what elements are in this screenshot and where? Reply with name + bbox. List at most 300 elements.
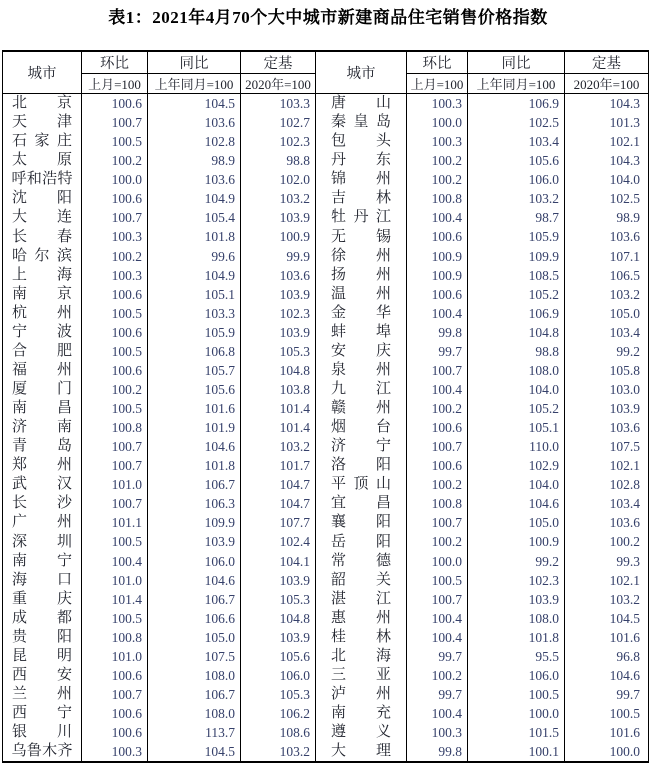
yoy-value-cell: 104.8 [468, 323, 565, 342]
base-value-cell: 104.8 [241, 609, 316, 628]
yoy-value-cell: 105.9 [468, 227, 565, 246]
city-name: 常 德 [331, 552, 391, 569]
city-cell [316, 628, 407, 647]
city-cell [316, 227, 407, 246]
city-name: 哈 尔 滨 [12, 247, 72, 264]
base-value-cell: 106.2 [241, 704, 316, 723]
city-name: 大 连 [12, 209, 72, 226]
mom-value-cell: 100.6 [82, 361, 148, 380]
mom-value-cell: 100.3 [82, 266, 148, 285]
table-row [3, 647, 649, 666]
city-name: 平 顶 山 [331, 476, 391, 493]
mom-value-cell: 100.6 [407, 285, 468, 304]
city-name: 银 川 [12, 724, 72, 741]
city-name: 厦 门 [12, 381, 72, 397]
city-name: 徐 州 [331, 247, 391, 264]
mom-value-cell: 100.6 [82, 323, 148, 342]
base-value-cell: 102.4 [241, 532, 316, 551]
city-name: 无 锡 [331, 228, 391, 245]
city-name: 宜 昌 [331, 495, 391, 512]
table-row [3, 113, 649, 132]
city-cell [3, 285, 82, 304]
city-cell [3, 208, 82, 227]
base-value-cell: 104.5 [565, 609, 649, 628]
mom-value-cell: 100.2 [407, 532, 468, 551]
yoy-value-cell: 101.6 [148, 399, 241, 418]
mom-value-cell: 100.6 [82, 666, 148, 685]
mom-value-cell: 100.5 [82, 342, 148, 361]
yoy-value-cell: 104.0 [468, 380, 565, 399]
table-row [3, 189, 649, 208]
yoy-value-cell: 102.8 [148, 132, 241, 151]
base-value-cell: 101.4 [241, 399, 316, 418]
yoy-value-cell: 108.0 [148, 666, 241, 685]
base-value-cell: 101.4 [241, 418, 316, 437]
city-cell [3, 323, 82, 342]
mom-value-cell: 100.3 [82, 227, 148, 246]
base-value-cell: 103.6 [241, 266, 316, 285]
base-value-cell: 103.9 [241, 323, 316, 342]
mom-value-cell: 100.7 [407, 437, 468, 456]
city-cell [3, 552, 82, 571]
mom-value-cell: 99.7 [407, 647, 468, 666]
base-value-cell: 101.7 [241, 456, 316, 475]
city-name: 杭 州 [12, 304, 72, 321]
table-row [3, 475, 649, 494]
city-cell [316, 418, 407, 437]
city-name: 包 头 [331, 133, 391, 150]
city-name: 襄 阳 [331, 514, 391, 531]
city-name: 西 安 [12, 666, 72, 683]
city-cell [3, 227, 82, 246]
yoy-value-cell: 99.6 [148, 247, 241, 266]
table-row [3, 456, 649, 475]
yoy-value-cell: 106.0 [468, 666, 565, 685]
yoy-value-cell: 98.8 [468, 342, 565, 361]
header-city-right: 城市 [316, 51, 407, 94]
city-name: 大 理 [331, 743, 391, 760]
city-cell [3, 666, 82, 685]
city-cell [316, 647, 407, 666]
city-cell [316, 532, 407, 551]
base-value-cell: 99.7 [565, 685, 649, 704]
table-row [3, 532, 649, 551]
mom-value-cell: 101.0 [82, 571, 148, 590]
base-value-cell: 103.9 [241, 628, 316, 647]
mom-value-cell: 100.6 [82, 94, 148, 114]
mom-value-cell: 100.7 [82, 494, 148, 513]
table-body [3, 94, 649, 763]
city-name: 泸 州 [331, 686, 391, 702]
yoy-value-cell: 106.3 [148, 494, 241, 513]
city-name: 合 肥 [12, 342, 72, 359]
yoy-value-cell: 105.6 [468, 151, 565, 170]
city-cell [3, 532, 82, 551]
table-row [3, 132, 649, 151]
city-cell [316, 590, 407, 609]
yoy-value-cell: 109.9 [468, 247, 565, 266]
yoy-value-cell: 100.9 [468, 532, 565, 551]
yoy-value-cell: 102.3 [468, 571, 565, 590]
city-name: 牡 丹 江 [331, 209, 391, 226]
city-cell [316, 170, 407, 189]
city-name: 昆 明 [12, 647, 72, 664]
yoy-value-cell: 103.3 [148, 304, 241, 323]
city-name: 北 京 [12, 95, 72, 112]
city-cell [316, 132, 407, 151]
base-value-cell: 103.6 [565, 227, 649, 246]
city-name: 安 庆 [331, 342, 391, 359]
city-cell [316, 151, 407, 170]
city-name: 烟 台 [331, 419, 391, 436]
base-value-cell: 104.3 [565, 94, 649, 114]
table-row [3, 380, 649, 399]
city-name: 济 南 [12, 419, 72, 436]
base-value-cell: 103.2 [565, 590, 649, 609]
base-value-cell: 107.7 [241, 513, 316, 532]
city-cell [3, 304, 82, 323]
table-row [3, 361, 649, 380]
yoy-value-cell: 105.4 [148, 208, 241, 227]
city-cell [316, 266, 407, 285]
city-cell [3, 723, 82, 742]
yoy-value-cell: 101.8 [148, 227, 241, 246]
mom-value-cell: 100.2 [407, 151, 468, 170]
yoy-value-cell: 104.6 [468, 494, 565, 513]
city-cell [3, 399, 82, 418]
base-value-cell: 103.2 [241, 742, 316, 762]
yoy-value-cell: 100.0 [468, 704, 565, 723]
table-row [3, 552, 649, 571]
yoy-value-cell: 105.1 [148, 285, 241, 304]
yoy-value-cell: 104.5 [148, 742, 241, 762]
city-name: 兰 州 [12, 686, 72, 702]
city-cell [316, 94, 407, 114]
base-value-cell: 102.1 [565, 456, 649, 475]
base-value-cell: 102.3 [241, 304, 316, 323]
yoy-value-cell: 106.0 [148, 552, 241, 571]
price-index-table [2, 50, 649, 763]
subheader-base-right: 2020年=100 [565, 74, 649, 94]
city-cell [316, 456, 407, 475]
base-value-cell: 107.1 [565, 247, 649, 266]
mom-value-cell: 100.5 [82, 304, 148, 323]
city-cell [316, 475, 407, 494]
base-value-cell: 106.0 [241, 666, 316, 685]
base-value-cell: 102.1 [565, 132, 649, 151]
base-value-cell: 100.0 [565, 742, 649, 762]
city-cell [3, 590, 82, 609]
city-cell [3, 170, 82, 189]
city-name: 贵 阳 [12, 628, 72, 645]
subheader-mom-right: 上月=100 [407, 74, 468, 94]
base-value-cell: 100.9 [241, 227, 316, 246]
yoy-value-cell: 98.9 [148, 151, 241, 170]
city-name: 海 口 [12, 571, 72, 588]
yoy-value-cell: 103.9 [468, 590, 565, 609]
city-name: 丹 东 [331, 152, 391, 169]
base-value-cell: 108.6 [241, 723, 316, 742]
base-value-cell: 104.0 [565, 170, 649, 189]
mom-value-cell: 100.7 [82, 113, 148, 132]
mom-value-cell: 100.0 [407, 552, 468, 571]
base-value-cell: 102.1 [565, 571, 649, 590]
table-row [3, 323, 649, 342]
city-cell [3, 94, 82, 114]
mom-value-cell: 99.8 [407, 742, 468, 762]
yoy-value-cell: 103.9 [148, 532, 241, 551]
subheader-base-left: 2020年=100 [241, 74, 316, 94]
city-cell [3, 628, 82, 647]
yoy-value-cell: 105.6 [148, 380, 241, 399]
base-value-cell: 103.6 [565, 418, 649, 437]
city-name: 温 州 [331, 285, 391, 302]
city-cell [3, 437, 82, 456]
base-value-cell: 104.7 [241, 475, 316, 494]
base-value-cell: 103.9 [241, 208, 316, 227]
city-name: 扬 州 [331, 266, 391, 283]
mom-value-cell: 100.6 [407, 227, 468, 246]
table-row [3, 666, 649, 685]
city-cell [3, 704, 82, 723]
mom-value-cell: 100.9 [407, 266, 468, 285]
mom-value-cell: 100.5 [82, 532, 148, 551]
mom-value-cell: 99.7 [407, 685, 468, 704]
table-row [3, 704, 649, 723]
header-yoy-right: 同比 [468, 51, 565, 74]
mom-value-cell: 100.2 [82, 151, 148, 170]
city-cell [316, 685, 407, 704]
base-value-cell: 99.2 [565, 342, 649, 361]
mom-value-cell: 100.6 [82, 189, 148, 208]
mom-value-cell: 100.7 [82, 208, 148, 227]
header-mom-left: 环比 [82, 51, 148, 74]
city-cell [3, 742, 82, 762]
city-name: 蚌 埠 [331, 323, 391, 340]
city-cell [316, 189, 407, 208]
base-value-cell: 101.6 [565, 723, 649, 742]
mom-value-cell: 100.3 [82, 742, 148, 762]
base-value-cell: 105.3 [241, 685, 316, 704]
city-cell [3, 247, 82, 266]
mom-value-cell: 100.4 [82, 552, 148, 571]
yoy-value-cell: 108.0 [148, 704, 241, 723]
table-row [3, 208, 649, 227]
yoy-value-cell: 105.7 [148, 361, 241, 380]
city-name: 金 华 [331, 304, 391, 321]
table-row [3, 247, 649, 266]
table-row [3, 170, 649, 189]
subheader-mom-left: 上月=100 [82, 74, 148, 94]
yoy-value-cell: 95.5 [468, 647, 565, 666]
city-name: 青 岛 [12, 438, 72, 455]
city-cell [3, 609, 82, 628]
yoy-value-cell: 106.6 [148, 609, 241, 628]
table-row [3, 418, 649, 437]
base-value-cell: 103.0 [565, 380, 649, 399]
city-name: 桂 林 [331, 628, 391, 645]
yoy-value-cell: 105.9 [148, 323, 241, 342]
table-row [3, 723, 649, 742]
city-cell [316, 323, 407, 342]
city-name: 南 宁 [12, 552, 72, 569]
yoy-value-cell: 102.5 [468, 113, 565, 132]
mom-value-cell: 100.2 [407, 475, 468, 494]
city-cell [316, 609, 407, 628]
yoy-value-cell: 103.6 [148, 170, 241, 189]
yoy-value-cell: 106.0 [468, 170, 565, 189]
city-name: 九 江 [331, 381, 391, 397]
table-row [3, 609, 649, 628]
mom-value-cell: 100.0 [82, 170, 148, 189]
mom-value-cell: 101.0 [82, 475, 148, 494]
yoy-value-cell: 105.0 [468, 513, 565, 532]
city-name: 南 充 [331, 705, 391, 722]
city-cell [3, 189, 82, 208]
table-row [3, 590, 649, 609]
city-name: 天 津 [12, 114, 72, 131]
city-cell [3, 113, 82, 132]
city-name: 上 海 [12, 266, 72, 283]
city-cell [3, 513, 82, 532]
city-cell [3, 266, 82, 285]
city-name: 长 沙 [12, 495, 72, 512]
city-cell [316, 513, 407, 532]
city-name: 太 原 [12, 152, 72, 169]
mom-value-cell: 100.7 [82, 685, 148, 704]
base-value-cell: 102.7 [241, 113, 316, 132]
yoy-value-cell: 108.0 [468, 361, 565, 380]
base-value-cell: 103.9 [241, 285, 316, 304]
yoy-value-cell: 104.6 [148, 437, 241, 456]
city-name: 济 宁 [331, 438, 391, 455]
mom-value-cell: 100.6 [407, 418, 468, 437]
city-name: 武 汉 [12, 476, 72, 493]
city-name: 泉 州 [331, 361, 391, 378]
city-cell [3, 132, 82, 151]
mom-value-cell: 100.6 [82, 704, 148, 723]
base-value-cell: 103.3 [241, 94, 316, 114]
base-value-cell: 102.5 [565, 189, 649, 208]
city-name: 北 海 [331, 647, 391, 664]
city-cell [316, 704, 407, 723]
yoy-value-cell: 113.7 [148, 723, 241, 742]
city-name: 岳 阳 [331, 533, 391, 550]
base-value-cell: 98.8 [241, 151, 316, 170]
city-cell [316, 742, 407, 762]
mom-value-cell: 100.6 [82, 285, 148, 304]
base-value-cell: 104.1 [241, 552, 316, 571]
mom-value-cell: 100.3 [407, 94, 468, 114]
yoy-value-cell: 106.9 [468, 94, 565, 114]
base-value-cell: 99.3 [565, 552, 649, 571]
mom-value-cell: 100.4 [407, 704, 468, 723]
city-cell [3, 494, 82, 513]
city-name: 唐 山 [331, 95, 391, 112]
yoy-value-cell: 102.9 [468, 456, 565, 475]
city-name: 吉 林 [331, 190, 391, 207]
yoy-value-cell: 110.0 [468, 437, 565, 456]
mom-value-cell: 99.7 [407, 342, 468, 361]
mom-value-cell: 101.4 [82, 590, 148, 609]
header-city-left: 城市 [3, 51, 82, 94]
mom-value-cell: 100.2 [82, 247, 148, 266]
table-row [3, 94, 649, 114]
yoy-value-cell: 106.8 [148, 342, 241, 361]
base-value-cell: 105.8 [565, 361, 649, 380]
table-row [3, 399, 649, 418]
mom-value-cell: 100.2 [407, 666, 468, 685]
city-cell [3, 151, 82, 170]
base-value-cell: 103.2 [241, 189, 316, 208]
city-cell [316, 494, 407, 513]
base-value-cell: 103.6 [565, 513, 649, 532]
table-row [3, 437, 649, 456]
table-row [3, 342, 649, 361]
city-cell [3, 456, 82, 475]
yoy-value-cell: 100.5 [468, 685, 565, 704]
mom-value-cell: 101.0 [82, 647, 148, 666]
table-row [3, 685, 649, 704]
city-cell [316, 437, 407, 456]
header-yoy-left: 同比 [148, 51, 241, 74]
base-value-cell: 101.3 [565, 113, 649, 132]
yoy-value-cell: 101.8 [468, 628, 565, 647]
yoy-value-cell: 105.1 [468, 418, 565, 437]
base-value-cell: 104.3 [565, 151, 649, 170]
mom-value-cell: 100.7 [82, 456, 148, 475]
base-value-cell: 105.3 [241, 342, 316, 361]
city-cell [316, 113, 407, 132]
base-value-cell: 103.4 [565, 494, 649, 513]
city-cell [316, 247, 407, 266]
mom-value-cell: 100.7 [407, 361, 468, 380]
table-row [3, 571, 649, 590]
base-value-cell: 103.8 [241, 380, 316, 399]
city-cell [316, 380, 407, 399]
base-value-cell: 99.9 [241, 247, 316, 266]
city-name: 三 亚 [331, 666, 391, 683]
city-cell [316, 361, 407, 380]
mom-value-cell: 100.4 [407, 609, 468, 628]
table-row [3, 285, 649, 304]
yoy-value-cell: 103.4 [468, 132, 565, 151]
city-name: 遵 义 [331, 724, 391, 741]
yoy-value-cell: 106.9 [468, 304, 565, 323]
mom-value-cell: 100.7 [82, 437, 148, 456]
yoy-value-cell: 106.7 [148, 475, 241, 494]
city-cell [316, 208, 407, 227]
yoy-value-cell: 106.7 [148, 685, 241, 704]
city-cell [3, 571, 82, 590]
page-title: 表1：2021年4月70个大中城市新建商品住宅销售价格指数 [108, 8, 548, 27]
base-value-cell: 103.9 [241, 571, 316, 590]
yoy-value-cell: 101.8 [148, 456, 241, 475]
city-cell [3, 418, 82, 437]
table-row [3, 266, 649, 285]
mom-value-cell: 100.6 [407, 456, 468, 475]
yoy-value-cell: 107.5 [148, 647, 241, 666]
mom-value-cell: 100.7 [407, 590, 468, 609]
subheader-yoy-right: 上年同月=100 [468, 74, 565, 94]
city-cell [3, 647, 82, 666]
base-value-cell: 106.5 [565, 266, 649, 285]
base-value-cell: 104.6 [565, 666, 649, 685]
city-name: 惠 州 [331, 609, 391, 626]
city-cell [3, 685, 82, 704]
yoy-value-cell: 104.5 [148, 94, 241, 114]
mom-value-cell: 100.8 [407, 189, 468, 208]
